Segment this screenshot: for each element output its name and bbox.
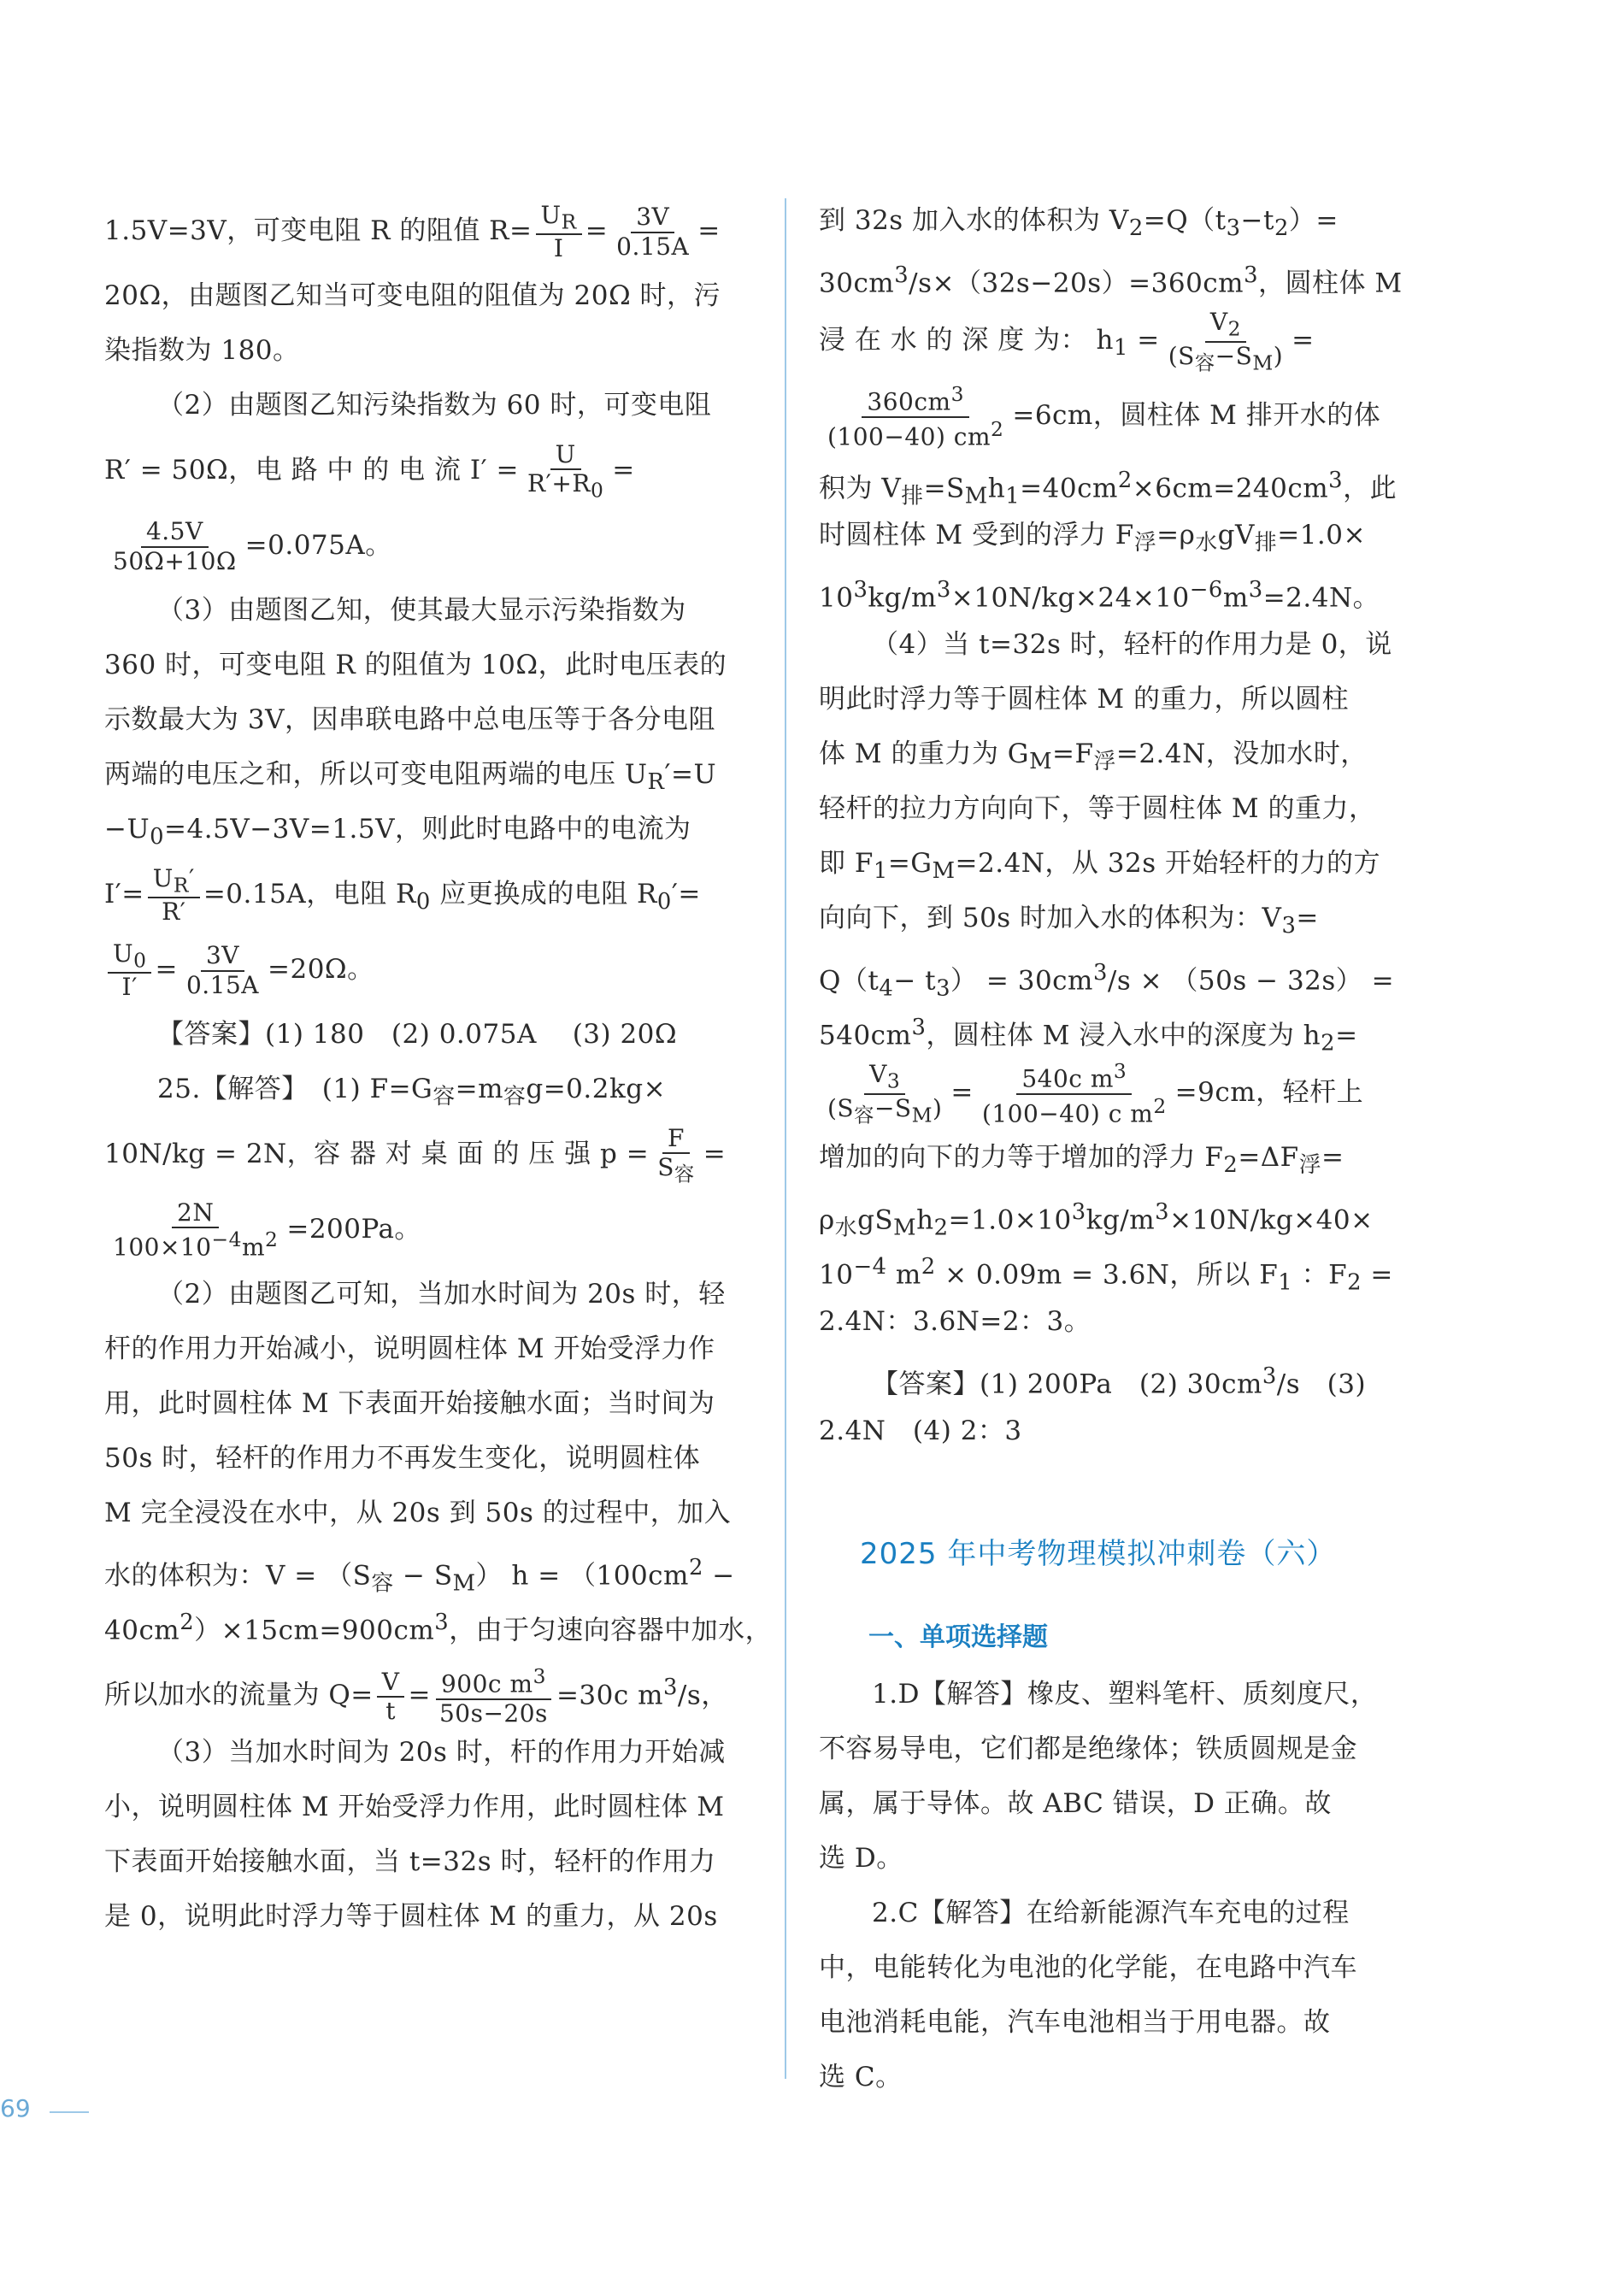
line-text: =0.075A。 (244, 530, 392, 561)
fraction-denominator: $S_容$ (657, 1152, 695, 1186)
line-text: 属，属于导体。故 ABC 错误，D 正确。故 (819, 1788, 1332, 1819)
fraction (108, 518, 242, 574)
line-text: 体 M 的重力为 $G_M=F_浮=2.4N$，没加水时， (819, 739, 1368, 775)
fraction-denominator: 0.15A (185, 970, 260, 999)
text-line (104, 1595, 773, 1650)
text-line (104, 1725, 754, 1780)
line-text: $10^3kg/m^3\times 10N/kg\times 24\times 10^{-6}m^3=2.4N$。 (819, 577, 1380, 614)
fraction (652, 1125, 700, 1186)
line-text: =20Ω。 (268, 954, 374, 985)
line-text: =6cm，圆柱体 M 排开水的体 (1012, 400, 1381, 431)
line-text: = (585, 215, 609, 246)
line-text: 10N/kg = 2N，容 器 对 桌 面 的 压 强 p = (104, 1139, 650, 1169)
fraction (611, 203, 694, 260)
text-line (104, 268, 754, 323)
text-line (819, 378, 1393, 453)
fraction (536, 202, 582, 263)
line-text: 积为 $V_排=S_Mh_1=40cm^2\times 6cm=240cm^3$，此 (819, 468, 1397, 509)
fraction-denominator: I′ (121, 973, 138, 1002)
page-number-dash (50, 2111, 89, 2113)
text-line (819, 1995, 1393, 2050)
line-text: 360 时，可变电阻 R 的阻值为 10Ω，此时电压表的 (104, 650, 727, 680)
line-text: = (697, 215, 721, 246)
line-text: 不容易导电，它们都是绝缘体；铁质圆规是金 (819, 1734, 1357, 1764)
line-text: 用，此时圆柱体 M 下表面开始接触水面；当时间为 (104, 1388, 715, 1419)
fraction (822, 1061, 947, 1127)
text-line (104, 1116, 754, 1192)
fraction-numerator: 540c $m^3$ (1016, 1060, 1132, 1095)
line-text: 2.C【解答】在给新能源汽车充电的过程 (872, 1898, 1350, 1928)
text-line (819, 508, 1393, 562)
text-line (819, 1886, 1393, 1940)
fraction-denominator: $(S_容-S_M)$ (1168, 341, 1284, 375)
line-text: $30cm^3/s\times(32s-20s)=360cm^3$，圆柱体 M (819, 262, 1403, 299)
fraction-numerator: $360cm^3$ (862, 383, 969, 418)
fraction-denominator: $R'+R_0$ (527, 468, 604, 503)
text-line (104, 1267, 754, 1321)
line-text: I′= (104, 879, 144, 909)
fraction-denominator: $100\times 10^{-4}m^2$ (113, 1227, 279, 1262)
text-line (104, 1007, 754, 1062)
line-text: 2.4N：3.6N=2：3。 (819, 1306, 1091, 1337)
line-text: 即 $F_1=G_M=2.4N$，从 32s 开始轻杆的力的方 (819, 848, 1380, 885)
fraction-numerator: V (377, 1669, 405, 1698)
text-line (104, 1889, 754, 1944)
line-text: =200Pa。 (286, 1214, 421, 1245)
column-divider (785, 198, 786, 2079)
line-text: 杆的作用力开始减小，说明圆柱体 M 开始受浮力作 (104, 1333, 715, 1364)
text-line (104, 747, 754, 802)
text-line (104, 193, 754, 268)
line-text: R′ = 50Ω，电 路 中 的 电 流 I′ = (104, 455, 519, 486)
line-text: 明此时浮力等于圆柱体 M 的重力，所以圆柱 (819, 684, 1349, 715)
text-line (819, 891, 1393, 945)
text-line (819, 1831, 1393, 1886)
fraction-numerator: $U_R'$ (148, 865, 200, 898)
line-text: 轻杆的拉力方向向下，等于圆柱体 M 的重力， (819, 793, 1376, 824)
line-text: 增加的向下的力等于增加的浮力 $F_2=\Delta F_浮=$ (819, 1142, 1345, 1179)
line-text: 1.D【解答】橡皮、塑料笔杆、质刻度尺， (872, 1679, 1378, 1710)
fraction (522, 441, 609, 503)
line-text: 小，说明圆柱体 M 开始受浮力作用，此时圆柱体 M (104, 1792, 725, 1822)
line-text: 水的体积为：$V = (S_容 - S_M) h = (100cm^2$ − (104, 1555, 735, 1597)
fraction-numerator: $V_2$ (1205, 309, 1246, 342)
line-text: 选 D。 (819, 1843, 903, 1874)
line-text: 25.【解答】 (1) $F=G_容=m_容g=0.2kg\times$ (157, 1074, 667, 1110)
line-text: （2）由题图乙可知，当加水时间为 20s 时，轻 (157, 1279, 726, 1310)
line-text: = (612, 455, 635, 486)
line-text: =9cm，轻杆上 (1174, 1077, 1364, 1108)
section-heading: 一、单项选择题 (868, 1622, 1048, 1652)
fraction-denominator: 50s−20s (438, 1699, 548, 1728)
line-text: 到 32s 加入水的体积为 $V_2=Q(t_3-t_2)=$ (819, 205, 1339, 242)
line-text: = (155, 954, 178, 985)
text-line (819, 453, 1397, 509)
fraction-denominator: I (553, 234, 564, 263)
line-text: $540cm^3$，圆柱体 M 浸入水中的深度为 $h_2=$ (819, 1015, 1358, 1057)
text-line (819, 836, 1393, 891)
line-text: 示数最大为 3V，因串联电路中总电压等于各分电阻 (104, 704, 715, 735)
text-line (104, 378, 754, 433)
fraction-numerator: U (550, 441, 581, 470)
line-text: （4）当 t=32s 时，轻杆的作用力是 0，说 (872, 629, 1392, 660)
fraction (108, 940, 151, 1002)
text-line (104, 802, 754, 856)
line-text: 20Ω，由题图乙知当可变电阻的阻值为 20Ω 时，污 (104, 280, 721, 311)
text-line (104, 1834, 754, 1889)
exam-title: 2025 年中考物理模拟冲刺卷（六） (860, 1537, 1337, 1571)
line-text: =30c $m^3/s$， (556, 1675, 728, 1711)
fraction-numerator: 900c $m^3$ (436, 1665, 551, 1700)
fraction-denominator: R′ (162, 898, 186, 927)
line-text: $-U_0=4.5V-3V=1.5V$，则此时电路中的电流为 (104, 814, 691, 851)
right-column-answers (819, 1667, 1393, 2104)
text-line (104, 433, 754, 508)
line-text: = (408, 1680, 431, 1711)
page-number: 69 (0, 2094, 31, 2122)
fraction-denominator: 0.15A (616, 232, 690, 261)
text-line (104, 1780, 754, 1834)
fraction-numerator: 3V (201, 942, 244, 971)
fraction-denominator: (100−40) c $m^2$ (981, 1093, 1167, 1127)
text-line (104, 1540, 754, 1595)
text-line (819, 562, 1393, 617)
line-text: 是 0，说明此时浮力等于圆柱体 M 的重力，从 20s (104, 1901, 718, 1932)
line-text: 所以加水的流量为 Q= (104, 1680, 374, 1711)
line-text: 浸 在 水 的 深 度 为： $h_1$ = (819, 325, 1160, 362)
line-text: 2.4N (4) 2：3 (819, 1416, 1022, 1446)
line-text: 【答案】(1) 180 (2) 0.075A (3) 20Ω (157, 1019, 678, 1050)
fraction-numerator: $U_0$ (108, 940, 151, 974)
text-line (104, 1192, 754, 1267)
text-line (819, 248, 1403, 303)
fraction (977, 1060, 1172, 1127)
line-text: 1.5V=3V，可变电阻 R 的阻值 R= (104, 215, 533, 246)
text-line (819, 303, 1393, 378)
fraction-denominator: $(S_容-S_M)$ (827, 1093, 943, 1127)
line-text: 选 C。 (819, 2062, 903, 2093)
text-line (819, 945, 1393, 1000)
line-text: = (1292, 325, 1315, 356)
fraction-numerator: $U_R$ (536, 202, 582, 235)
fraction (181, 942, 264, 998)
text-line (104, 323, 754, 378)
right-column (819, 193, 1403, 1458)
text-line (104, 856, 754, 932)
line-text: 向向下，到 50s 时加入水的体积为：$V_3=$ (819, 903, 1319, 939)
text-line (819, 1667, 1393, 1722)
fraction (1163, 309, 1288, 374)
fraction (434, 1665, 553, 1728)
text-line (819, 1940, 1393, 1995)
line-text: $10^{-4}$ $m^2 \times 0.09m = 3.6N$，所以 $F_1$ ：$F_2$ = (819, 1254, 1393, 1296)
text-line (104, 1431, 754, 1486)
text-line (819, 1349, 1393, 1404)
text-line (819, 1130, 1393, 1185)
text-line (819, 1000, 1393, 1055)
line-text: $\rho_水gS_Mh_2=1.0\times 10^3kg/m^3\times 10N/kg\times 40\times$ (819, 1199, 1374, 1241)
line-text: $40cm^2)\times 15cm=900cm^3$，由于匀速向容器中加水， (104, 1610, 773, 1646)
text-line (104, 1376, 754, 1431)
text-line (104, 1062, 754, 1116)
line-text: =0.15A，电阻 $R_0$ 应更换成的电阻 $R_0'=$ (203, 879, 701, 915)
text-line (104, 1321, 754, 1376)
line-text: M 完全浸没在水中，从 20s 到 50s 的过程中，加入 (104, 1498, 732, 1528)
text-line (819, 672, 1393, 727)
line-text: 时圆柱体 M 受到的浮力 $F_浮=\rho_水gV_排=1.0\times$ (819, 520, 1366, 556)
line-text: 【答案】(1) 200Pa (2) $30cm^3/s$ (3) (872, 1363, 1367, 1400)
line-text: 两端的电压之和，所以可变电阻两端的电压 $U_R'=U$ (104, 759, 717, 796)
left-column (104, 193, 773, 1944)
fraction-denominator: 50Ω+10Ω (113, 546, 237, 575)
text-line (819, 193, 1393, 248)
text-line (819, 1055, 1393, 1130)
text-line (819, 1185, 1393, 1239)
fraction-numerator: 3V (631, 203, 674, 233)
text-line (819, 727, 1393, 781)
line-text: 下表面开始接触水面，当 t=32s 时，轻杆的作用力 (104, 1846, 716, 1877)
text-line (104, 583, 754, 638)
text-line (819, 1404, 1393, 1458)
text-line (104, 638, 754, 692)
text-line (819, 1239, 1393, 1294)
text-line (104, 692, 754, 747)
text-line (819, 617, 1393, 672)
fraction-denominator: (100−40) $cm^2$ (827, 416, 1004, 450)
line-text: $Q(t_4- t_3) = 30cm^3/s \times (50s - 32s)$ = (819, 960, 1395, 1002)
fraction-numerator: 2N (172, 1199, 219, 1228)
text-line (104, 508, 754, 583)
text-line (819, 781, 1393, 836)
fraction-denominator: t (385, 1696, 396, 1725)
line-text: = (950, 1077, 974, 1108)
line-text: （3）当加水时间为 20s 时，杆的作用力开始减 (157, 1737, 726, 1768)
line-text: = (703, 1139, 727, 1169)
text-line (819, 1722, 1393, 1776)
fraction (377, 1669, 405, 1725)
text-line (104, 1650, 754, 1728)
fraction (148, 865, 200, 927)
fraction-numerator: $V_3$ (864, 1061, 905, 1094)
text-line (104, 1486, 754, 1540)
line-text: 染指数为 180。 (104, 335, 300, 366)
fraction (108, 1199, 283, 1262)
line-text: 电池消耗电能，汽车电池相当于用电器。故 (819, 2007, 1331, 2038)
line-text: 50s 时，轻杆的作用力不再发生变化，说明圆柱体 (104, 1443, 701, 1474)
line-text: （2）由题图乙知污染指数为 60 时，可变电阻 (157, 390, 712, 421)
line-text: 中，电能转化为电池的化学能，在电路中汽车 (819, 1952, 1357, 1983)
fraction-numerator: F (662, 1125, 690, 1154)
text-line (819, 1776, 1393, 1831)
text-line (104, 932, 754, 1007)
text-line (819, 2050, 1393, 2104)
line-text: （3）由题图乙知，使其最大显示污染指数为 (157, 595, 686, 626)
fraction-numerator: 4.5V (141, 518, 209, 547)
fraction (822, 383, 1009, 450)
